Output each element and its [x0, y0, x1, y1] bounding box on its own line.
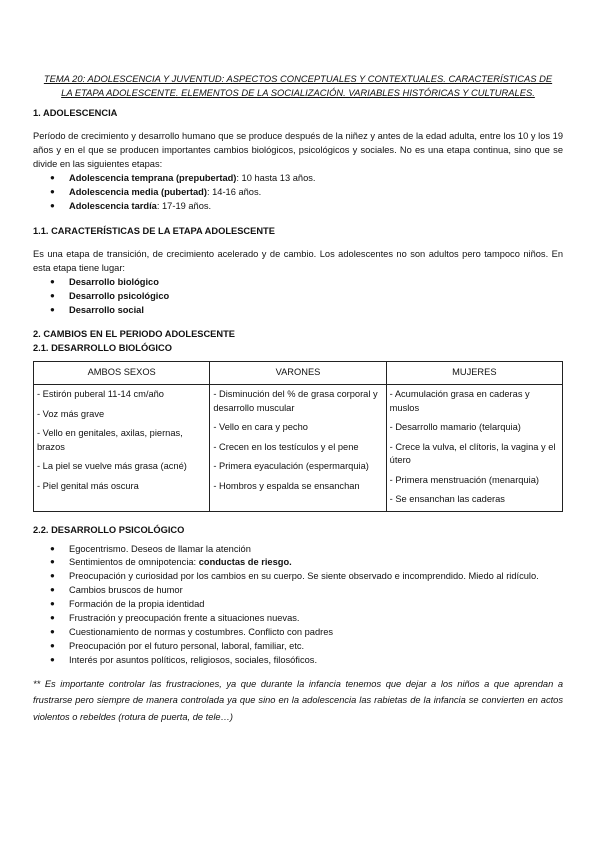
document-title: TEMA 20: ADOLESCENCIA Y JUVENTUD: ASPECTOS CONCEPTUALES Y CONTEXTUALES. CARACTERÍSTICAS DE LA ETAPA ADOLESCENTE. ELEMENTOS DE LA SOCIALIZACIÓN. VARIABLES HISTÓRICAS Y CULTURALES. [43, 73, 553, 98]
section-heading-cambios: 2. CAMBIOS EN EL PERIODO ADOLESCENTE [33, 329, 235, 340]
list-item: ● Desarrollo biológico [69, 276, 563, 290]
frustration-note: ** Es importante controlar las frustraciones, ya que durante la infancia tenemos que dejar a los niños a que aprendan a frustrarse pero siempre de manera controlada ya que sino en la adolescencia las rabietas de la infancia se convierten en actos violentos o rebeldes (rotura de puerta, de tele…) [33, 678, 563, 722]
list-item: ● Desarrollo social [69, 304, 563, 318]
cell-line: - Acumulación grasa en caderas y muslos [389, 389, 530, 413]
table-header: VARONES [210, 362, 386, 385]
list-item: ● Interés por asuntos políticos, religiosos, sociales, filosóficos. [69, 654, 563, 668]
list-item: ● Adolescencia temprana (prepubertad): 10 hasta 13 años. [69, 172, 563, 186]
cell-line: - Crece la vulva, el clítoris, la vagina y el útero [389, 441, 556, 466]
table-header: AMBOS SEXOS [34, 362, 210, 385]
cell-line: - Crecen en los testículos y el pene [213, 441, 359, 452]
development-list [33, 276, 563, 318]
cell-line: - Primera eyaculación (espermarquia) [213, 461, 369, 472]
adolescencia-paragraph: Período de crecimiento y desarrollo humano que se produce después de la niñez y antes de la edad adulta, entre los 10 y los 19 años y en el que se producen importantes cambios biológicos, psicológicos y sociales. No es una etapa continua, sino que se divide en las siguientes etapas: [33, 131, 563, 170]
subsection-heading-psicologico: 2.2. DESARROLLO PSICOLÓGICO [33, 524, 185, 535]
list-item: ● Cambios bruscos de humor [69, 584, 563, 598]
cell-line: - Primera menstruación (menarquia) [389, 474, 539, 485]
cell-line: - Hombros y espalda se ensanchan [213, 480, 360, 491]
caracteristicas-paragraph: Es una etapa de transición, de crecimiento acelerado y de cambio. Los adolescentes no son adultos pero tampoco niños. En esta etapa tiene lugar: [33, 248, 563, 273]
list-item: ● Frustración y preocupación frente a situaciones nuevas. [69, 612, 563, 626]
list-item: ● Egocentrismo. Deseos de llamar la atención [69, 543, 563, 557]
cell-line: - Voz más grave [37, 408, 105, 419]
table-header: MUJERES [386, 362, 562, 385]
list-item: ● Sentimientos de omnipotencia: conductas de riesgo. [69, 556, 563, 570]
cell-line: - Vello en genitales, axilas, piernas, brazos [37, 428, 183, 452]
document-page [33, 72, 563, 725]
section-heading-caracteristicas: 1.1. CARACTERÍSTICAS DE LA ETAPA ADOLESCENTE [33, 225, 275, 236]
cell-line: - Desarrollo mamario (telarquia) [389, 422, 521, 433]
subsection-heading-biologico: 2.1. DESARROLLO BIOLÓGICO [33, 343, 172, 354]
psychological-list [33, 543, 563, 668]
list-item: ● Preocupación por el futuro personal, laboral, familiar, etc. [69, 640, 563, 654]
list-item: ● Desarrollo psicológico [69, 290, 563, 304]
list-item: ● Cuestionamiento de normas y costumbres. Conflicto con padres [69, 626, 563, 640]
list-item: ● Adolescencia tardía: 17-19 años. [69, 200, 563, 214]
list-item: ● Preocupación y curiosidad por los cambios en su cuerpo. Se siente observado e incomprendido. Miedo al ridículo. [69, 570, 563, 584]
cell-line: - Disminución del % de grasa corporal y desarrollo muscular [213, 389, 378, 413]
list-item: ● Adolescencia media (pubertad): 14-16 años. [69, 186, 563, 200]
table-cell-mujeres [386, 385, 562, 511]
stages-list [33, 172, 563, 214]
cell-line: - Piel genital más oscura [37, 480, 139, 491]
cell-line: - La piel se vuelve más grasa (acné) [37, 461, 187, 472]
section-heading-adolescencia: 1. ADOLESCENCIA [33, 108, 118, 119]
cell-line: - Vello en cara y pecho [213, 422, 308, 433]
cell-line: - Se ensanchan las caderas [389, 494, 505, 505]
cell-line: - Estirón puberal 11-14 cm/año [37, 389, 164, 400]
biological-changes-table [33, 361, 563, 511]
list-item: ● Formación de la propia identidad [69, 598, 563, 612]
table-cell-varones [210, 385, 386, 511]
table-cell-ambos [34, 385, 210, 511]
